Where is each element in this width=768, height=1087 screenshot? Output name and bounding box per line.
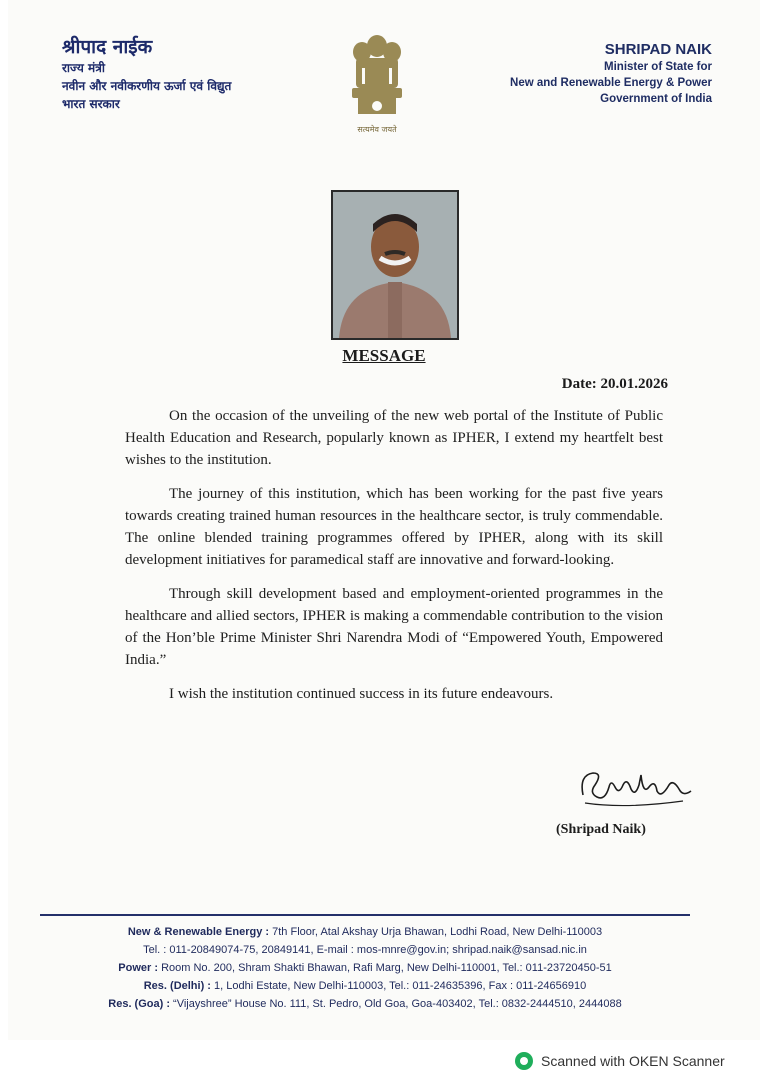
message-title: MESSAGE: [342, 346, 426, 365]
hindi-name: श्रीपाद नाईक: [62, 36, 153, 58]
english-govt: Government of India: [600, 93, 712, 105]
footer-address: [40, 923, 690, 1013]
footer-divider: [40, 914, 690, 916]
footer-line: Res. (Goa) : “Vijayshree” House No. 111, St. Pedro, Old Goa, Goa-403402, Tel.: 0832-2444510, 2444088: [108, 998, 622, 1010]
minister-photo: [331, 190, 459, 340]
emblem-motto: सत्यमेव जयते: [357, 125, 397, 134]
paragraph: I wish the institution continued success in its future endeavours.: [169, 686, 554, 702]
signatory-name: (Shripad Naik): [556, 822, 646, 837]
hindi-title: राज्य मंत्री: [62, 61, 105, 75]
paragraph: The journey of this institution, which has been working for the past five years towards creating trained human resources in the healthcare sector, is truly commendable. The online blended training programmes offered by IPHER, along with its skill development initiatives for paramedical staff are innovative and forward-looking.: [125, 486, 663, 568]
footer-line: New & Renewable Energy : 7th Floor, Atal Akshay Urja Bhawan, Lodhi Road, New Delhi-110003: [127, 926, 603, 938]
paragraph: On the occasion of the unveiling of the new web portal of the Institute of Public Health Education and Research, popularly known as IPHER, I extend my heartfelt best wishes to the institution.: [125, 408, 663, 468]
footer-line: Power : Room No. 200, Shram Shakti Bhawan, Rafi Marg, New Delhi-110001, Tel.: 011-23720450-51: [118, 962, 612, 974]
english-name: SHRIPAD NAIK: [604, 41, 712, 58]
scanner-watermark: [515, 1052, 725, 1070]
handwritten-signature: [575, 765, 695, 815]
hindi-ministry: नवीन और नवीकरणीय ऊर्जा एवं विद्युत: [62, 79, 232, 93]
footer-line: Tel. : 011-20849074-75, 20849141, E-mail : mos-mnre@gov.in; shripad.naik@sansad.nic.in: [143, 944, 587, 956]
english-title: Minister of State for: [604, 61, 712, 73]
message-body: [125, 405, 663, 717]
message-date: Date: 20.01.2026: [561, 376, 668, 392]
english-letterhead: [510, 40, 712, 107]
scanner-label: Scanned with OKEN Scanner: [541, 1053, 725, 1069]
hindi-letterhead: [62, 35, 231, 113]
footer-line: Res. (Delhi) : 1, Lodhi Estate, New Delhi-110003, Tel.: 011-24635396, Fax : 011-24656910: [143, 980, 587, 992]
paragraph: Through skill development based and employment-oriented programmes in the healthcare and allied sectors, IPHER is making a commendable contribution to the vision of the Hon’ble Prime Minister Shri Narendra Modi of “Empowered Youth, Empowered India.”: [125, 586, 663, 668]
english-ministry: New and Renewable Energy & Power: [510, 77, 712, 89]
hindi-govt: भारत सरकार: [62, 97, 120, 111]
scanner-logo-icon: [515, 1052, 533, 1070]
national-emblem-icon: [342, 28, 412, 138]
